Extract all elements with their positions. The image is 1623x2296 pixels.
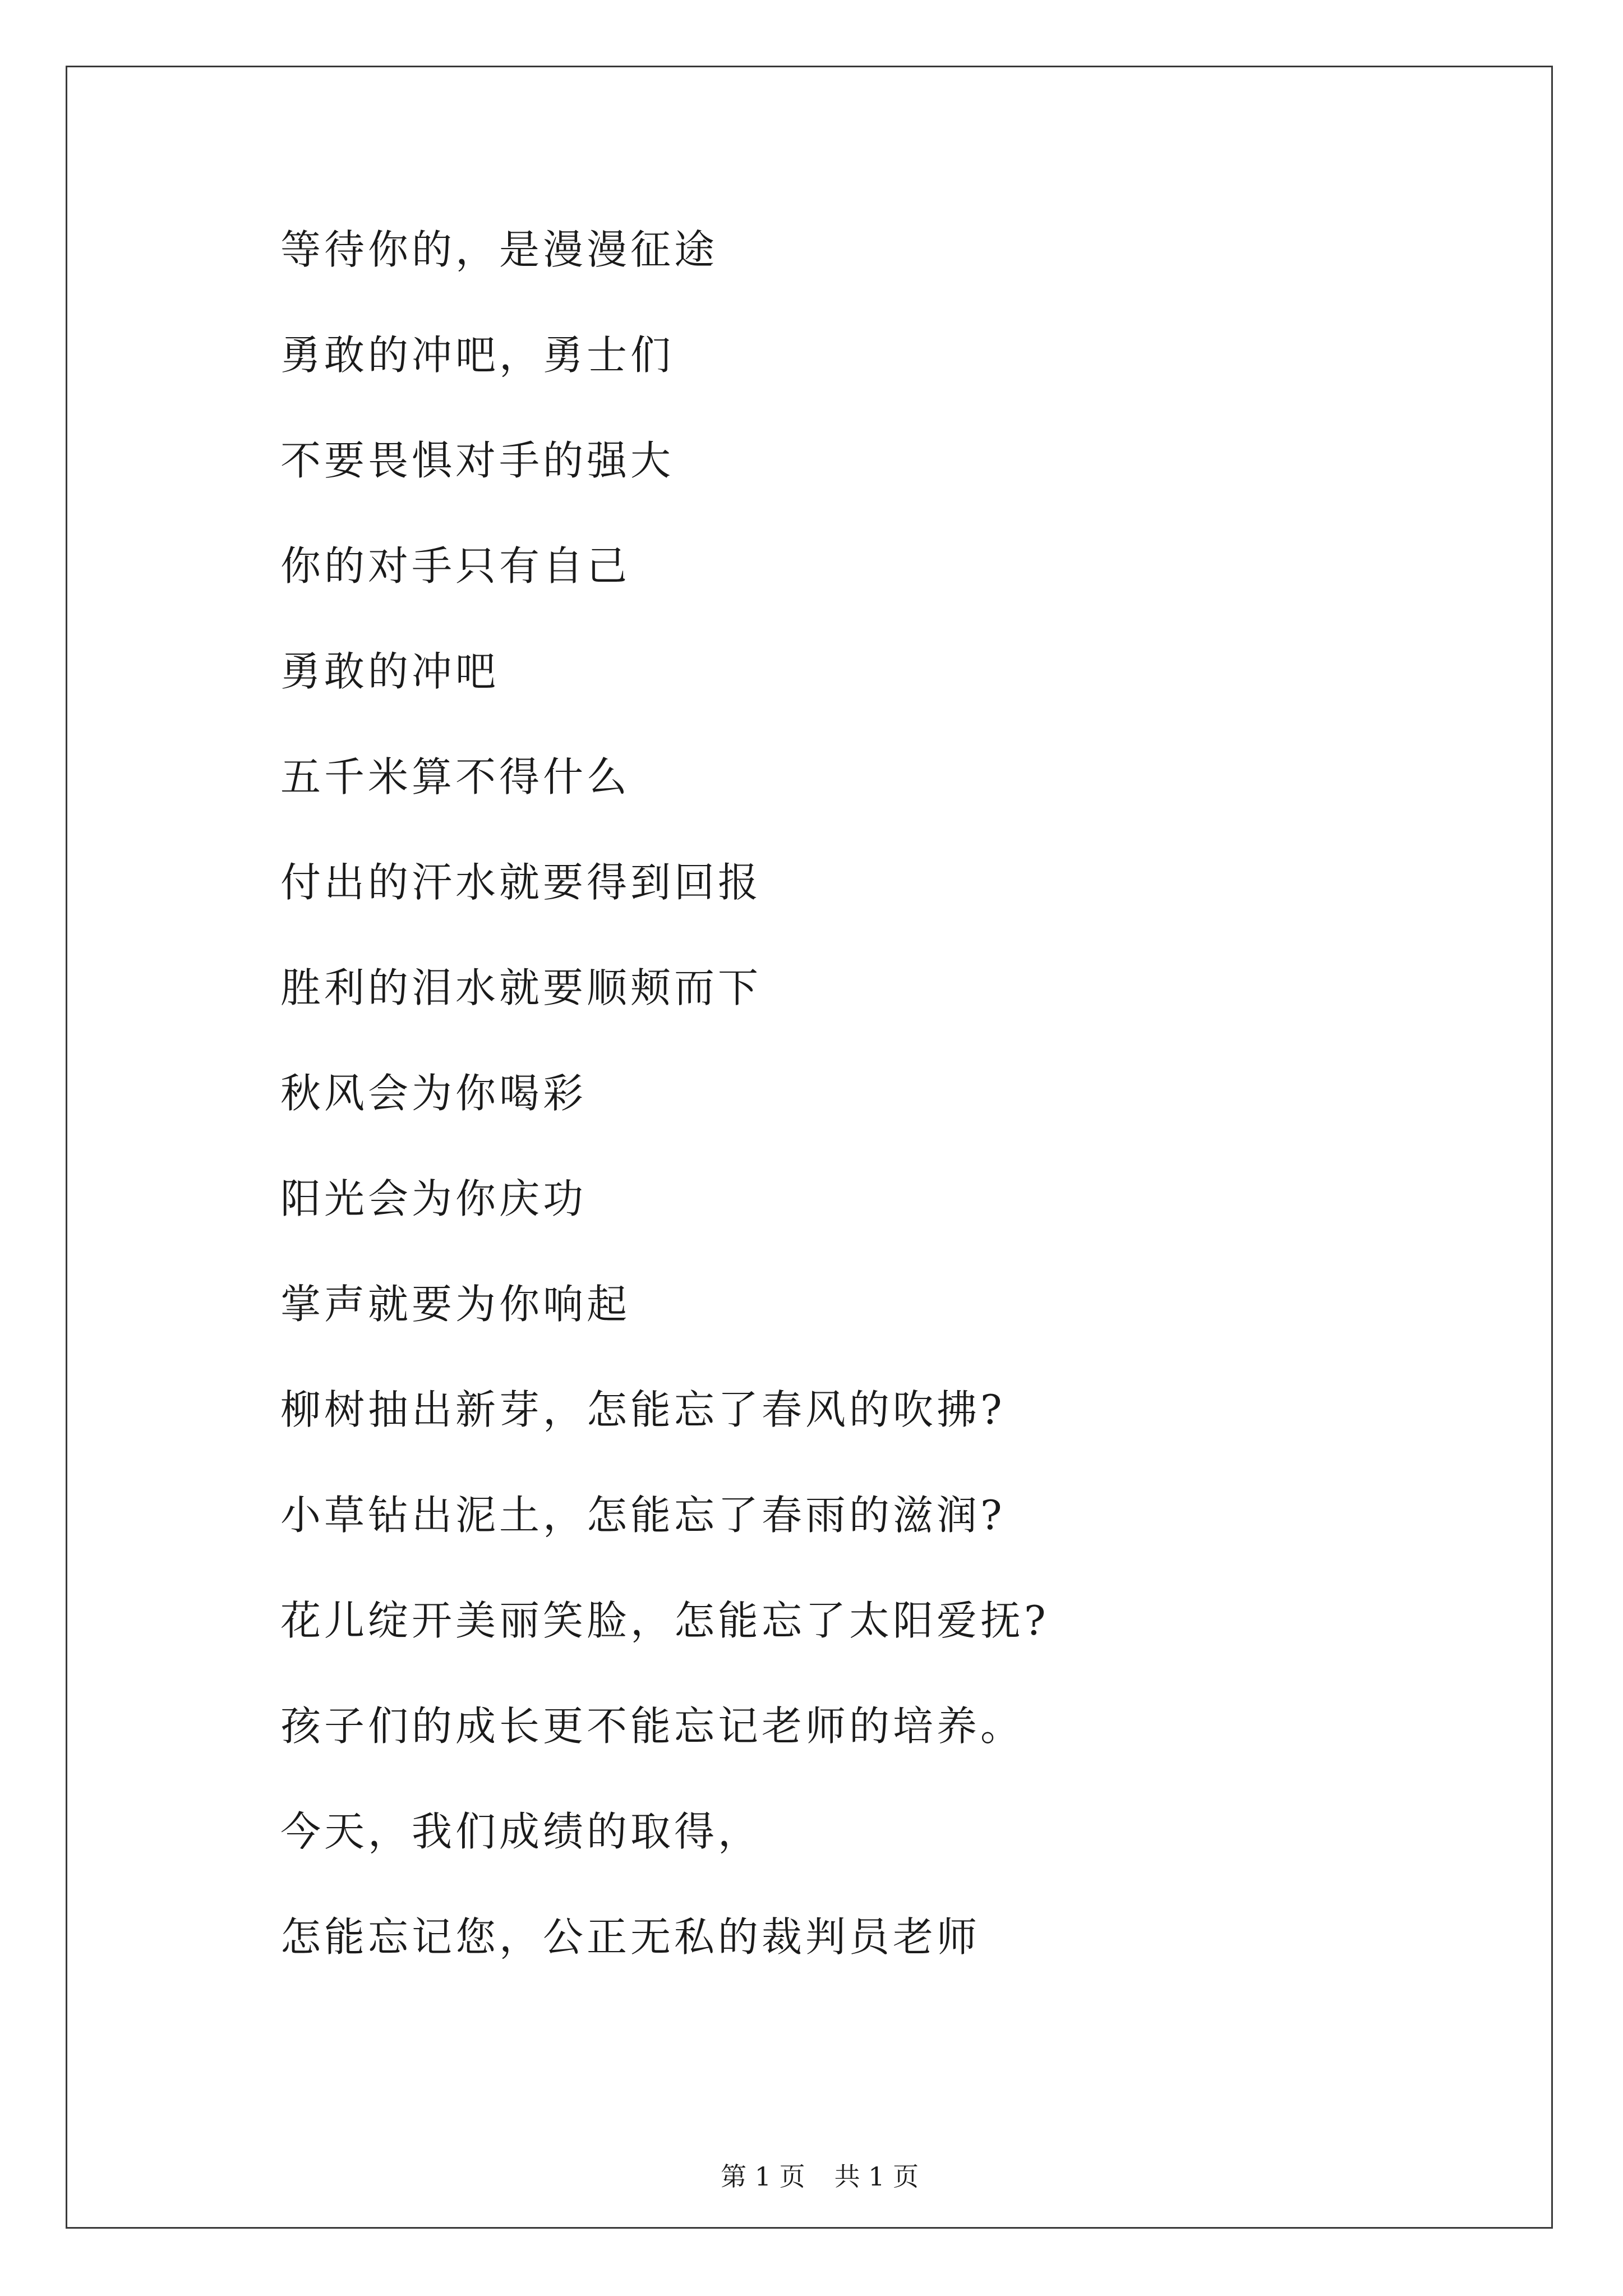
text-line: 小草钻出泥土，怎能忘了春雨的滋润? bbox=[280, 1492, 1006, 1539]
page-footer bbox=[0, 2126, 1623, 2193]
text-line: 胜利的泪水就要顺颊而下 bbox=[280, 964, 762, 1011]
text-line: 掌声就要为你响起 bbox=[280, 1281, 631, 1328]
page-number: 第 1 页 bbox=[721, 2161, 805, 2192]
text-line: 秋风会为你喝彩 bbox=[280, 1070, 587, 1117]
text-line: 等待你的，是漫漫征途 bbox=[280, 226, 718, 273]
text-line: 阳光会为你庆功 bbox=[280, 1175, 587, 1222]
page-total: 共 1 页 bbox=[834, 2161, 919, 2192]
text-line: 花儿绽开美丽笑脸，怎能忘了太阳爱抚? bbox=[280, 1597, 1049, 1644]
text-line: 你的对手只有自己 bbox=[280, 542, 631, 590]
text-line: 怎能忘记您，公正无私的裁判员老师 bbox=[280, 1913, 981, 1961]
text-line: 柳树抽出新芽，怎能忘了春风的吹拂? bbox=[280, 1386, 1006, 1433]
text-line: 付出的汗水就要得到回报 bbox=[280, 859, 762, 906]
text-line: 今天，我们成绩的取得， bbox=[280, 1808, 762, 1855]
text-line: 勇敢的冲吧，勇士们 bbox=[280, 332, 675, 379]
text-line: 勇敢的冲吧 bbox=[280, 648, 500, 695]
text-line: 不要畏惧对手的强大 bbox=[280, 437, 675, 484]
page-border bbox=[66, 66, 1553, 2229]
text-line: 五千米算不得什么 bbox=[280, 753, 631, 800]
text-line: 孩子们的成长更不能忘记老师的培养。 bbox=[280, 1703, 1025, 1750]
